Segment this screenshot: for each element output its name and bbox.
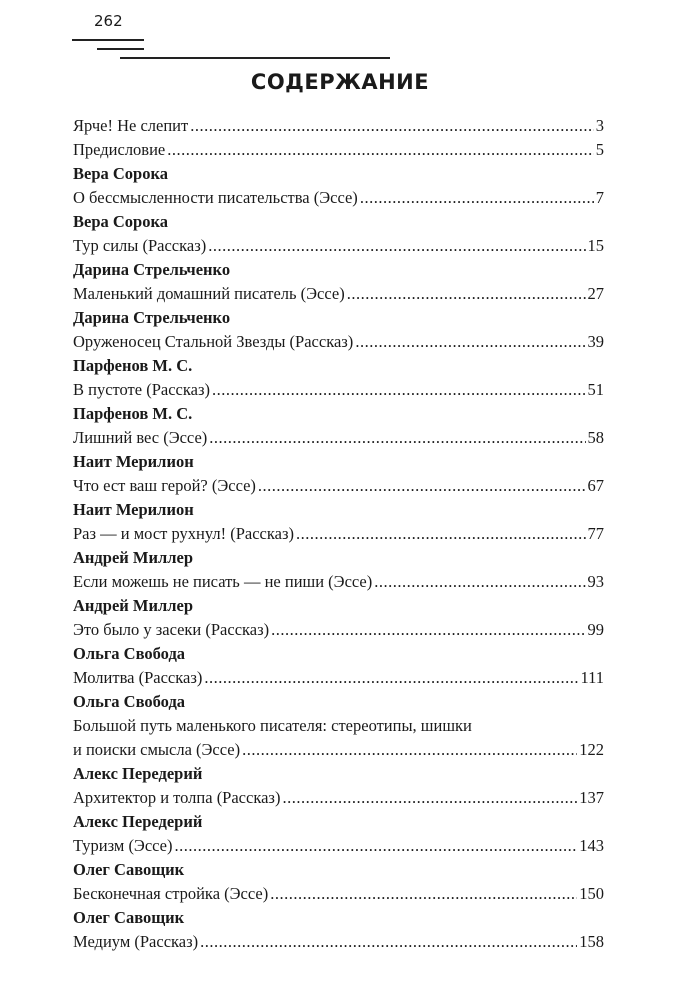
entry-title: Бесконечная стройка (Эссе) [73, 884, 269, 903]
dot-leader [209, 426, 585, 450]
toc-entry [73, 738, 604, 762]
entry-page: 51 [587, 380, 604, 399]
header-rule [97, 48, 144, 50]
entry-title: Большой путь маленького писателя: стереотипы, шишки [73, 716, 472, 735]
dot-leader [204, 666, 578, 690]
dot-leader [212, 378, 586, 402]
author-name: Андрей Миллер [73, 596, 193, 615]
toc-entry [73, 666, 604, 690]
dot-leader [360, 186, 594, 210]
toc-author [73, 210, 604, 234]
author-name: Олег Савощик [73, 908, 185, 927]
author-name: Наит Мерилион [73, 500, 194, 519]
author-name: Наит Мерилион [73, 452, 194, 471]
entry-page: 158 [579, 932, 604, 951]
entry-page: 3 [595, 116, 604, 135]
toc-author [73, 498, 604, 522]
toc-entry [73, 522, 604, 546]
entry-page: 7 [595, 188, 604, 207]
author-name: Андрей Миллер [73, 548, 193, 567]
toc-entry [73, 186, 604, 210]
toc-author [73, 402, 604, 426]
entry-title: Молитва (Рассказ) [73, 668, 203, 687]
toc-entry [73, 570, 604, 594]
toc-entry [73, 330, 604, 354]
header-rule [72, 39, 144, 41]
dot-leader [208, 234, 585, 258]
entry-title: Если можешь не писать — не пиши (Эссе) [73, 572, 373, 591]
entry-page: 39 [587, 332, 604, 351]
toc-author [73, 162, 604, 186]
toc-author [73, 354, 604, 378]
author-name: Парфенов М. С. [73, 356, 193, 375]
toc-entry [73, 234, 604, 258]
entry-title: Маленький домашний писатель (Эссе) [73, 284, 345, 303]
toc-author [73, 594, 604, 618]
entry-page: 111 [580, 668, 604, 687]
toc-entry [73, 618, 604, 642]
toc-author [73, 306, 604, 330]
toc-entry [73, 426, 604, 450]
dot-leader [270, 882, 577, 906]
toc-author [73, 858, 604, 882]
entry-title: О бессмысленности писательства (Эссе) [73, 188, 358, 207]
dot-leader [242, 738, 577, 762]
toc-author [73, 258, 604, 282]
entry-title: Лишний вес (Эссе) [73, 428, 208, 447]
entry-title: Медиум (Рассказ) [73, 932, 199, 951]
author-name: Дарина Стрельченко [73, 308, 231, 327]
page-title: СОДЕРЖАНИЕ [250, 70, 430, 94]
author-name: Алекс Передерий [73, 764, 203, 783]
author-name: Парфенов М. С. [73, 404, 193, 423]
toc-entry [73, 882, 604, 906]
toc-author [73, 642, 604, 666]
author-name: Вера Сорока [73, 212, 168, 231]
toc-entry [73, 378, 604, 402]
dot-leader [355, 330, 585, 354]
toc-author [73, 450, 604, 474]
entry-title: Тур силы (Рассказ) [73, 236, 207, 255]
entry-page: 137 [579, 788, 604, 807]
dot-leader [175, 834, 578, 858]
toc-author [73, 810, 604, 834]
table-of-contents [73, 114, 604, 954]
entry-title: Туризм (Эссе) [73, 836, 173, 855]
entry-page: 27 [587, 284, 604, 303]
entry-page: 67 [587, 476, 604, 495]
toc-entry [73, 474, 604, 498]
dot-leader [190, 114, 594, 138]
entry-title: Что ест ваш герой? (Эссе) [73, 476, 256, 495]
toc-entry [73, 786, 604, 810]
dot-leader [200, 930, 577, 954]
author-name: Ольга Свобода [73, 692, 186, 711]
entry-page: 99 [587, 620, 604, 639]
entry-page: 143 [579, 836, 604, 855]
toc-entry [73, 930, 604, 954]
entry-title: Раз — и мост рухнул! (Рассказ) [73, 524, 294, 543]
dot-leader [347, 282, 586, 306]
toc-author [73, 546, 604, 570]
author-name: Олег Савощик [73, 860, 185, 879]
author-name: Вера Сорока [73, 164, 168, 183]
author-name: Алекс Передерий [73, 812, 203, 831]
dot-leader [271, 618, 585, 642]
entry-title: Ярче! Не слепит [73, 116, 189, 135]
dot-leader [282, 786, 577, 810]
entry-title: Оруженосец Стальной Звезды (Рассказ) [73, 332, 354, 351]
toc-author [73, 762, 604, 786]
toc-entry [73, 834, 604, 858]
toc-entry-line [73, 714, 604, 738]
entry-page: 150 [579, 884, 604, 903]
dot-leader [374, 570, 585, 594]
entry-title: В пустоте (Рассказ) [73, 380, 210, 399]
toc-entry [73, 138, 604, 162]
entry-title: Это было у засеки (Рассказ) [73, 620, 270, 639]
entry-page: 5 [595, 140, 604, 159]
author-name: Дарина Стрельченко [73, 260, 231, 279]
toc-entry [73, 114, 604, 138]
entry-page: 122 [579, 740, 604, 759]
entry-page: 15 [587, 236, 604, 255]
dot-leader [296, 522, 586, 546]
toc-author [73, 690, 604, 714]
entry-page: 93 [587, 572, 604, 591]
page-number: 262 [94, 12, 123, 30]
toc-author [73, 906, 604, 930]
author-name: Ольга Свобода [73, 644, 186, 663]
entry-page: 58 [587, 428, 604, 447]
entry-title: Архитектор и толпа (Рассказ) [73, 788, 281, 807]
entry-title: Предисловие [73, 140, 166, 159]
dot-leader [167, 138, 594, 162]
dot-leader [258, 474, 586, 498]
header-rule [120, 57, 390, 59]
entry-title: и поиски смысла (Эссе) [73, 740, 241, 759]
entry-page: 77 [587, 524, 604, 543]
toc-entry [73, 282, 604, 306]
